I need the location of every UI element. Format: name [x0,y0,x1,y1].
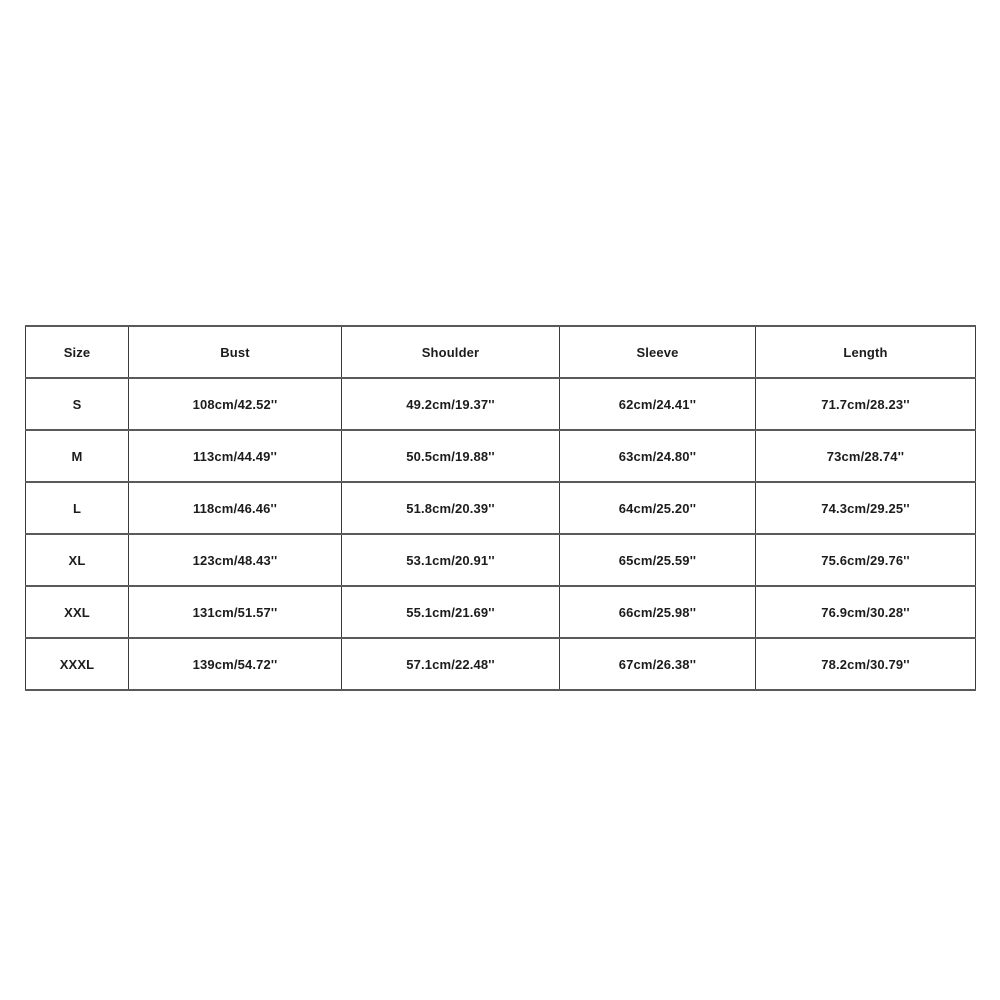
table-header [26,326,976,378]
cell-sleeve: 65cm/25.59'' [560,534,756,586]
cell-shoulder: 57.1cm/22.48'' [342,638,560,690]
cell-size: XXXL [26,638,129,690]
table-row [26,534,976,586]
column-header-size: Size [26,326,129,378]
cell-size: XXL [26,586,129,638]
cell-size: XL [26,534,129,586]
cell-size: L [26,482,129,534]
cell-shoulder: 51.8cm/20.39'' [342,482,560,534]
cell-bust: 139cm/54.72'' [129,638,342,690]
cell-length: 78.2cm/30.79'' [756,638,976,690]
cell-bust: 131cm/51.57'' [129,586,342,638]
cell-shoulder: 50.5cm/19.88'' [342,430,560,482]
cell-length: 74.3cm/29.25'' [756,482,976,534]
cell-shoulder: 49.2cm/19.37'' [342,378,560,430]
cell-sleeve: 66cm/25.98'' [560,586,756,638]
cell-sleeve: 63cm/24.80'' [560,430,756,482]
cell-length: 75.6cm/29.76'' [756,534,976,586]
cell-shoulder: 53.1cm/20.91'' [342,534,560,586]
cell-size: M [26,430,129,482]
column-header-length: Length [756,326,976,378]
cell-length: 71.7cm/28.23'' [756,378,976,430]
cell-sleeve: 64cm/25.20'' [560,482,756,534]
cell-bust: 118cm/46.46'' [129,482,342,534]
cell-sleeve: 62cm/24.41'' [560,378,756,430]
cell-bust: 108cm/42.52'' [129,378,342,430]
table-row [26,430,976,482]
column-header-shoulder: Shoulder [342,326,560,378]
cell-size: S [26,378,129,430]
column-header-sleeve: Sleeve [560,326,756,378]
cell-length: 73cm/28.74'' [756,430,976,482]
table-row [26,482,976,534]
cell-sleeve: 67cm/26.38'' [560,638,756,690]
column-header-bust: Bust [129,326,342,378]
size-chart-container [25,325,975,675]
table-row [26,638,976,690]
cell-shoulder: 55.1cm/21.69'' [342,586,560,638]
table-header-row [26,326,976,378]
table-row [26,586,976,638]
table-row [26,378,976,430]
cell-bust: 113cm/44.49'' [129,430,342,482]
size-chart-table [25,325,976,691]
cell-length: 76.9cm/30.28'' [756,586,976,638]
cell-bust: 123cm/48.43'' [129,534,342,586]
table-body [26,378,976,690]
